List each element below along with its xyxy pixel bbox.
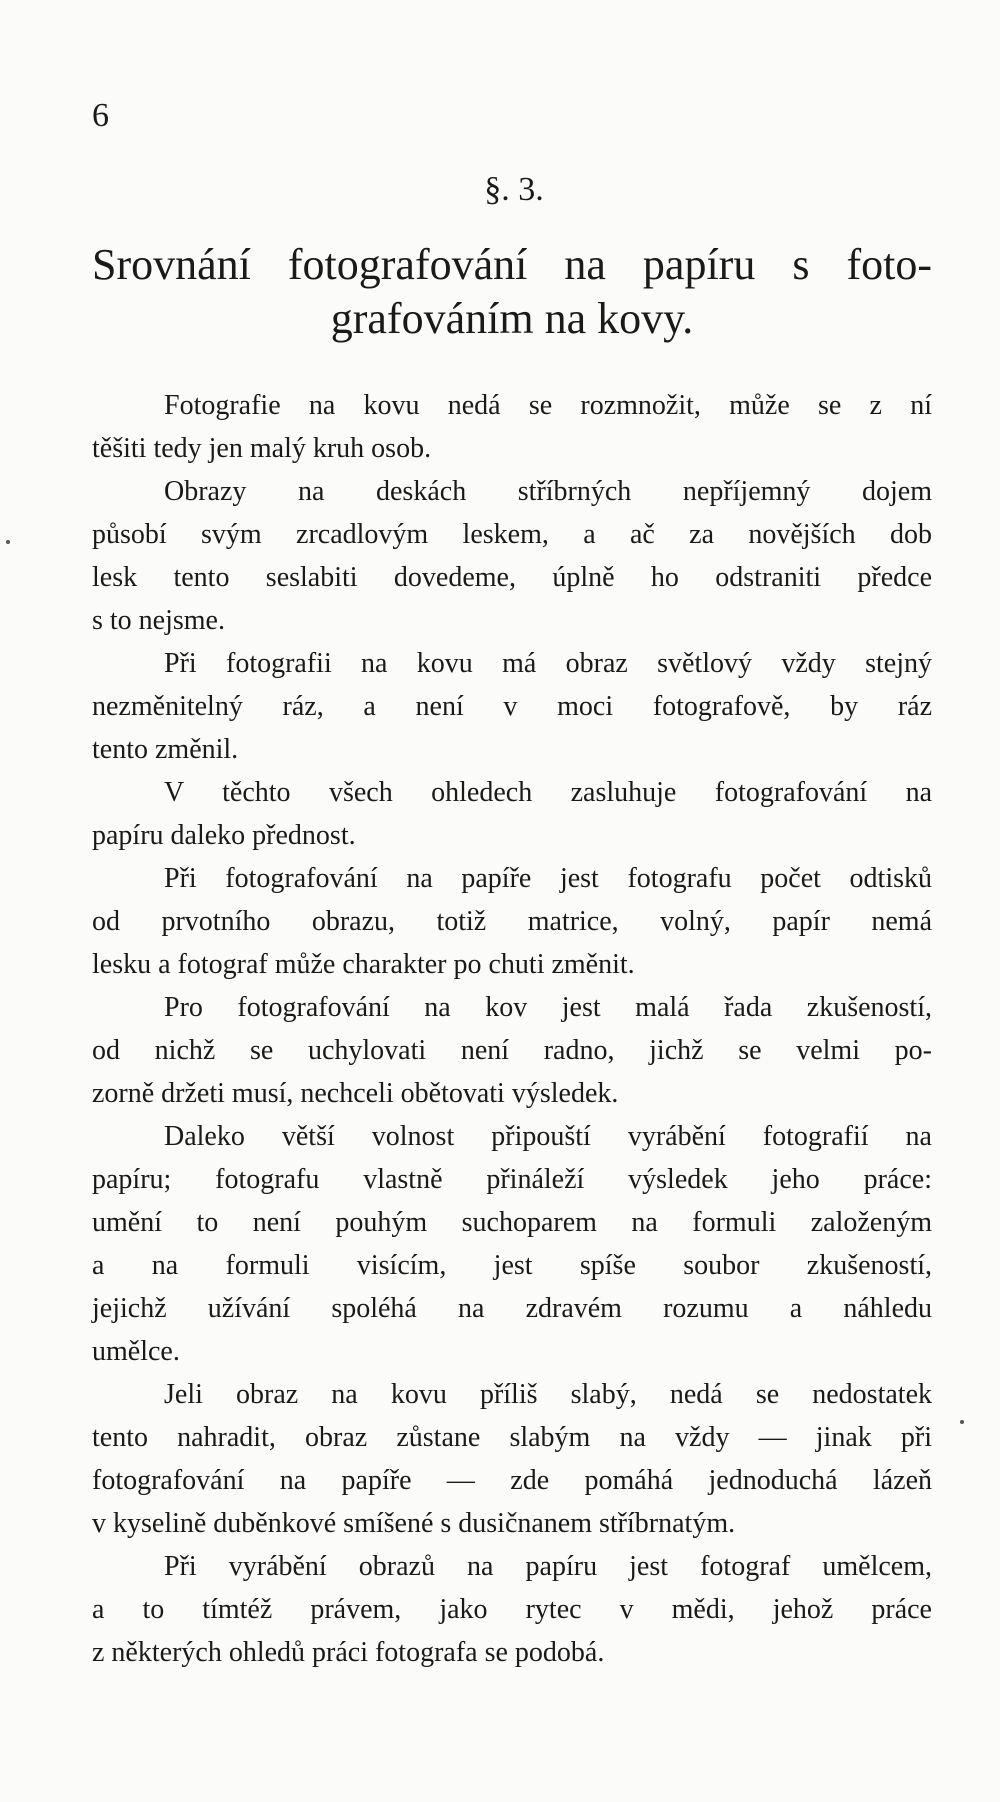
text-line: od nichž se uchylovati není radno, jichž se velmi po-: [92, 1035, 932, 1066]
margin-speck: [960, 1420, 964, 1424]
section-mark: §. 3.: [484, 171, 544, 208]
paragraph: [92, 986, 932, 1115]
paragraph: [92, 857, 932, 986]
chapter-title-line: Srovnání fotografování na papíru s foto-: [92, 240, 932, 289]
text-line: Fotografie na kovu nedá se rozmnožit, může se z ní: [164, 390, 932, 421]
text-line: lesk tento seslabiti dovedeme, úplně ho odstraniti předce: [92, 562, 932, 593]
margin-speck: [6, 540, 10, 544]
text-line: V těchto všech ohledech zasluhuje fotografování na: [164, 777, 932, 808]
text-line: Při fotografování na papíře jest fotografu počet odtisků: [164, 863, 932, 894]
text-line: působí svým zrcadlovým leskem, a ač za novějších dob: [92, 519, 932, 550]
text-line: Jeli obraz na kovu příliš slabý, nedá se nedostatek: [164, 1379, 932, 1410]
text-line: a na formuli visícím, jest spíše soubor zkušeností,: [92, 1250, 932, 1281]
text-line: lesku a fotograf může charakter po chuti změnit.: [92, 949, 635, 980]
text-line: z některých ohledů práci fotografa se podobá.: [92, 1637, 605, 1668]
chapter-title: [92, 238, 932, 346]
paragraph: [92, 1115, 932, 1373]
text-line: a to tímtéž právem, jako rytec v mědi, jehož práce: [92, 1594, 932, 1625]
text-line: tento nahradit, obraz zůstane slabým na vždy — jinak při: [92, 1422, 932, 1453]
text-line: s to nejsme.: [92, 605, 225, 636]
text-line: Obrazy na deskách stříbrných nepříjemný dojem: [164, 476, 932, 507]
text-line: Při vyrábění obrazů na papíru jest fotograf umělcem,: [164, 1551, 932, 1582]
text-line: fotografování na papíře — zde pomáhá jednoduchá lázeň: [92, 1465, 932, 1496]
text-line: Daleko větší volnost připouští vyrábění fotografií na: [164, 1121, 932, 1152]
chapter-title-line: grafováním na kovy.: [330, 294, 694, 343]
paragraph: [92, 771, 932, 857]
text-line: umění to není pouhým suchoparem na formuli založeným: [92, 1207, 932, 1238]
text-line: Pro fotografování na kov jest malá řada zkušeností,: [164, 992, 932, 1023]
text-line: tento změnil.: [92, 734, 239, 765]
paragraph: [92, 470, 932, 642]
text-line: jejichž užívání spoléhá na zdravém rozumu a náhledu: [92, 1293, 932, 1324]
text-line: papíru; fotografu vlastně přináleží výsledek jeho práce:: [92, 1164, 932, 1195]
paragraph: [92, 1545, 932, 1674]
text-line: těšiti tedy jen malý kruh osob.: [92, 433, 432, 464]
paragraph: [92, 1373, 932, 1545]
text-line: papíru daleko přednost.: [92, 820, 356, 851]
paragraph: [92, 642, 932, 771]
paragraph: [92, 384, 932, 470]
text-line: zorně držeti musí, nechceli obětovati výsledek.: [92, 1078, 619, 1109]
text-line: nezměnitelný ráz, a není v moci fotografově, by ráz: [92, 691, 932, 722]
page-number: 6: [92, 97, 109, 134]
text-line: v kyselině duběnkové smíšené s dusičnanem stříbrnatým.: [92, 1508, 736, 1539]
body-text: [92, 384, 932, 1674]
text-line: Při fotografii na kovu má obraz světlový vždy stejný: [164, 648, 932, 679]
text-line: od prvotního obrazu, totiž matrice, volný, papír nemá: [92, 906, 932, 937]
text-line: umělce.: [92, 1336, 180, 1367]
